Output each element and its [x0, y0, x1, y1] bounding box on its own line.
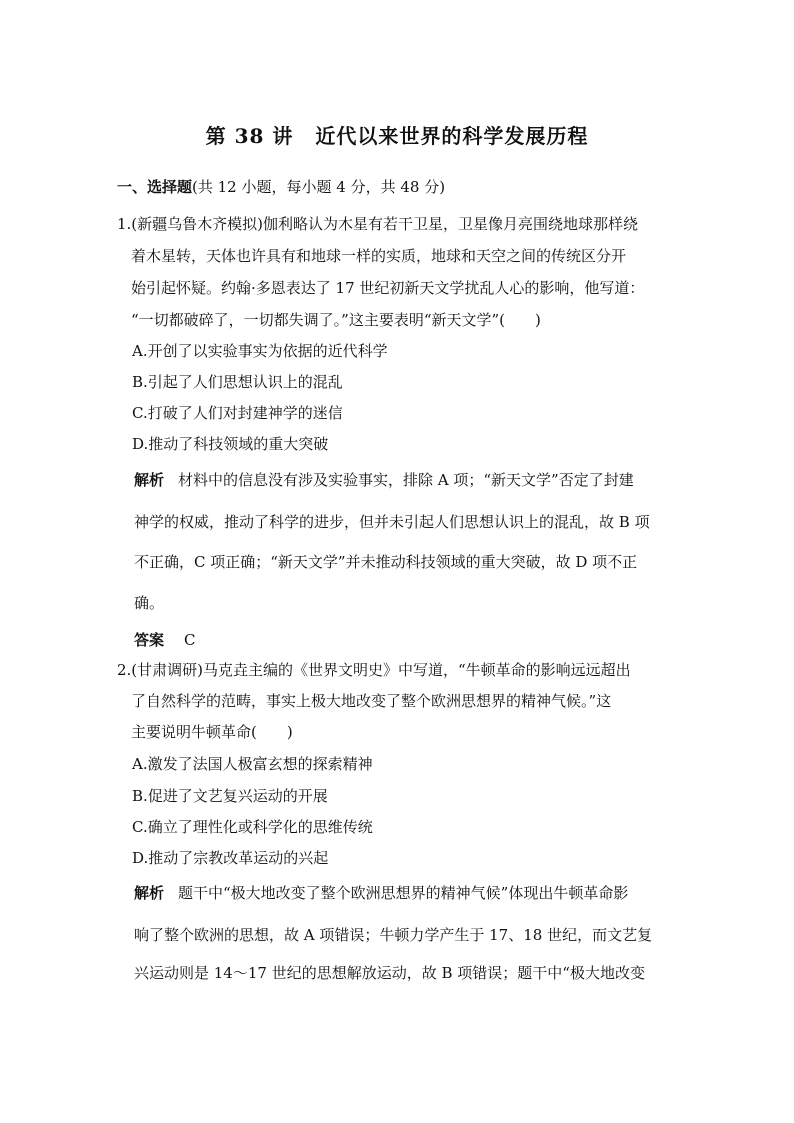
question-2-option-a: A.激发了法国人极富玄想的探索精神 — [132, 755, 373, 773]
answer-value: C — [184, 631, 196, 649]
question-1-analysis-line: 神学的权威，推动了科学的进步，但并未引起人们思想认识上的混乱，故 B 项 — [134, 513, 650, 531]
question-2-stem-line: 了自然科学的范畴，事实上极大地改变了整个欧洲思想界的精神气候。”这 — [131, 692, 612, 710]
analysis-label: 解析 — [134, 884, 165, 902]
question-1-analysis-line — [134, 470, 634, 490]
question-2-analysis-line: 兴运动则是 14～17 世纪的思想解放运动，故 B 项错误；题干中“极大地改变 — [134, 964, 645, 982]
answer-label: 答案 — [134, 631, 165, 649]
question-1-analysis-line: 不正确，C 项正确；“新天文学”并未推动科技领域的重大突破，故 D 项不正 — [134, 553, 638, 571]
section-label: 一、选择题 — [117, 178, 193, 196]
section-heading — [117, 176, 445, 197]
question-2-analysis-line — [134, 883, 628, 903]
section-note: (共 12 小题，每小题 4 分，共 48 分) — [192, 178, 446, 196]
question-2-option-d: D.推动了宗教改革运动的兴起 — [132, 849, 329, 867]
question-1-option-b: B.引起了人们思想认识上的混乱 — [132, 373, 343, 391]
analysis-text: 材料中的信息没有涉及实验事实，排除 A 项；“新天文学”否定了封建 — [178, 471, 634, 489]
question-2-stem-line: 2.(甘肃调研)马克垚主编的《世界文明史》中写道，“牛顿革命的影响远远超出 — [117, 661, 631, 679]
question-1-option-a: A.开创了以实验事实为依据的近代科学 — [132, 342, 388, 360]
page-title — [0, 120, 794, 149]
question-2-analysis-line: 响了整个欧洲的思想，故 A 项错误；牛顿力学产生于 17、18 世纪，而文艺复 — [134, 926, 653, 944]
analysis-text: 题干中“极大地改变了整个欧洲思想界的精神气候”体现出牛顿革命影 — [178, 884, 629, 902]
analysis-label: 解析 — [134, 471, 165, 489]
question-1-stem-line: “一切都破碎了，一切都失调了。”这主要表明“新天文学”( ) — [131, 311, 541, 329]
question-1-option-c: C.打破了人们对封建神学的迷信 — [132, 404, 343, 422]
title-topic: 近代以来世界的科学发展历程 — [315, 124, 589, 148]
question-1-analysis-line: 确。 — [134, 594, 165, 612]
question-1-stem-line: 始引起怀疑。约翰·多恩表达了 17 世纪初新天文学扰乱人心的影响，他写道： — [131, 279, 645, 297]
question-1-stem-line: 着木星转，天体也许具有和地球一样的实质，地球和天空之间的传统区分开 — [131, 247, 627, 265]
question-1-stem-line: 1.(新疆乌鲁木齐模拟)伽利略认为木星有若干卫星，卫星像月亮围绕地球那样绕 — [117, 215, 639, 233]
question-2-stem-line: 主要说明牛顿革命( ) — [131, 723, 293, 741]
question-2-option-c: C.确立了理性化或科学化的思维传统 — [132, 818, 373, 836]
title-lecture-number: 第 38 讲 — [205, 124, 294, 148]
question-1-answer — [134, 630, 196, 650]
question-2-option-b: B.促进了文艺复兴运动的开展 — [132, 787, 328, 805]
question-1-option-d: D.推动了科技领域的重大突破 — [132, 435, 329, 453]
